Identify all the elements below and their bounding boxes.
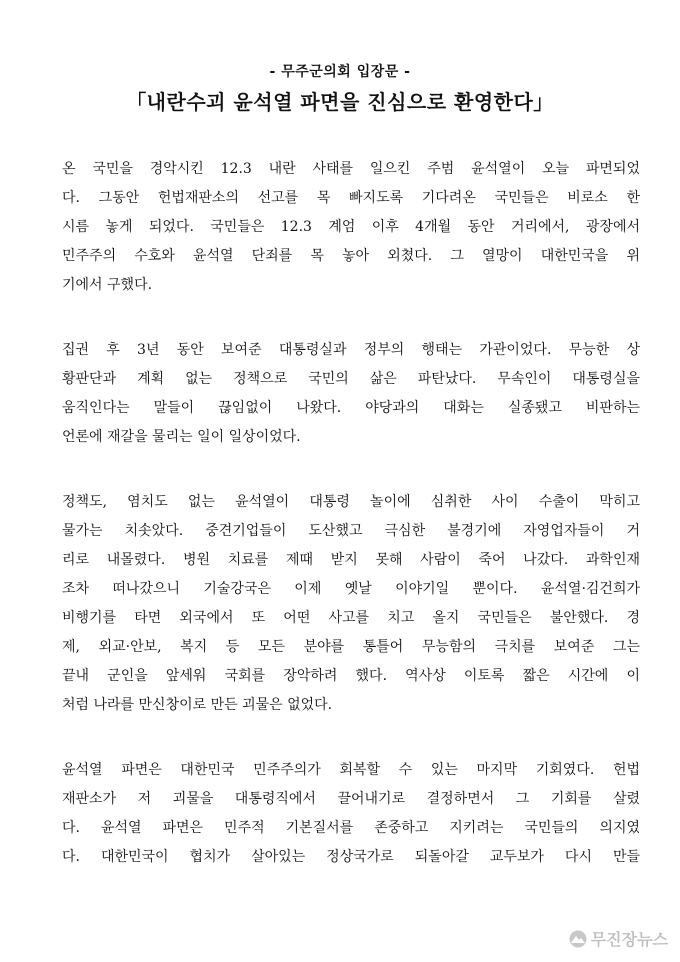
paragraph-line: 다. 그동안 헌법재판소의 선고를 목 빠지도록 기다려온 국민들은 비로소 한 bbox=[62, 190, 640, 206]
paragraph bbox=[62, 155, 640, 300]
paragraph bbox=[62, 488, 640, 720]
paragraph-line: 정책도, 염치도 없는 윤석열이 대통령 놀이에 심취한 사이 수출이 막히고 bbox=[62, 494, 640, 510]
statement-body bbox=[62, 155, 640, 908]
paragraph-line: 기에서 구했다. bbox=[62, 277, 153, 293]
paragraph-line: 제, 외교·안보, 복지 등 모든 분야를 통틀어 무능함의 극치를 보여준 그는 bbox=[62, 639, 640, 655]
statement-subtitle: - 무주군의회 입장문 - bbox=[269, 64, 411, 80]
watermark bbox=[569, 927, 668, 950]
paragraph-line: 황판단과 계획 없는 정책으로 국민의 삶은 파탄났다. 무속인이 대통령실을 bbox=[62, 371, 640, 387]
paragraph-line: 리로 내몰렸다. 병원 치료를 제때 받지 못해 사람이 죽어 나갔다. 과학인재 bbox=[62, 552, 640, 568]
paragraph-line: 비행기를 타면 외국에서 또 어떤 사고를 치고 올지 국민들은 불안했다. 경 bbox=[62, 610, 640, 626]
paragraph-line: 다. 윤석열 파면은 민주적 기본질서를 존중하고 지키려는 국민들의 의지였 bbox=[62, 820, 640, 836]
paragraph bbox=[62, 336, 640, 452]
paragraph-line: 온 국민을 경악시킨 12.3 내란 사태를 일으킨 주범 윤석열이 오늘 파면되었 bbox=[62, 161, 640, 177]
paragraph-line: 윤석열 파면은 대한민국 민주주의가 회복할 수 있는 마지막 기회였다. 헌법 bbox=[62, 762, 640, 778]
paragraph-line: 재판소가 저 괴물을 대통령직에서 끌어내기로 결정하면서 그 기회를 살렸 bbox=[62, 791, 640, 807]
paragraph-line: 끝내 군인을 앞세워 국회를 장악하려 했다. 역사상 이토록 짧은 시간에 이 bbox=[62, 668, 640, 684]
paragraph-line: 처럼 나라를 만신창이로 만든 괴물은 없었다. bbox=[62, 697, 333, 713]
paragraph-line: 움직인다는 말들이 끊임없이 나왔다. 야당과의 대화는 실종됐고 비판하는 bbox=[62, 400, 640, 416]
statement-title: 「내란수괴 윤석열 파면을 진심으로 환영한다」 bbox=[126, 90, 554, 114]
paragraph-line: 집권 후 3년 동안 보여준 대통령실과 정부의 행태는 가관이었다. 무능한 상 bbox=[62, 342, 640, 358]
paragraph-line: 언론에 재갈을 물리는 일이 일상이었다. bbox=[62, 429, 301, 445]
paragraph-line: 다. 대한민국이 협치가 살아있는 정상국가로 되돌아갈 교두보가 다시 만들 bbox=[62, 849, 640, 865]
paragraph-line: 물가는 치솟았다. 중견기업들이 도산했고 극심한 불경기에 자영업자들이 거 bbox=[62, 523, 640, 539]
mountain-logo-icon bbox=[569, 930, 587, 948]
paragraph-line: 조차 떠나갔으니 기술강국은 이제 옛날 이야기일 뿐이다. 윤석열·김건희가 bbox=[62, 581, 640, 597]
paragraph bbox=[62, 756, 640, 872]
paragraph-line: 시름 놓게 되었다. 국민들은 12.3 계엄 이후 4개월 동안 거리에서, 광장에서 bbox=[62, 219, 640, 235]
paragraph-line: 민주주의 수호와 윤석열 단죄를 목 놓아 외쳤다. 그 열망이 대한민국을 위 bbox=[62, 248, 640, 264]
watermark-text: 무진장뉴스 bbox=[590, 930, 668, 949]
